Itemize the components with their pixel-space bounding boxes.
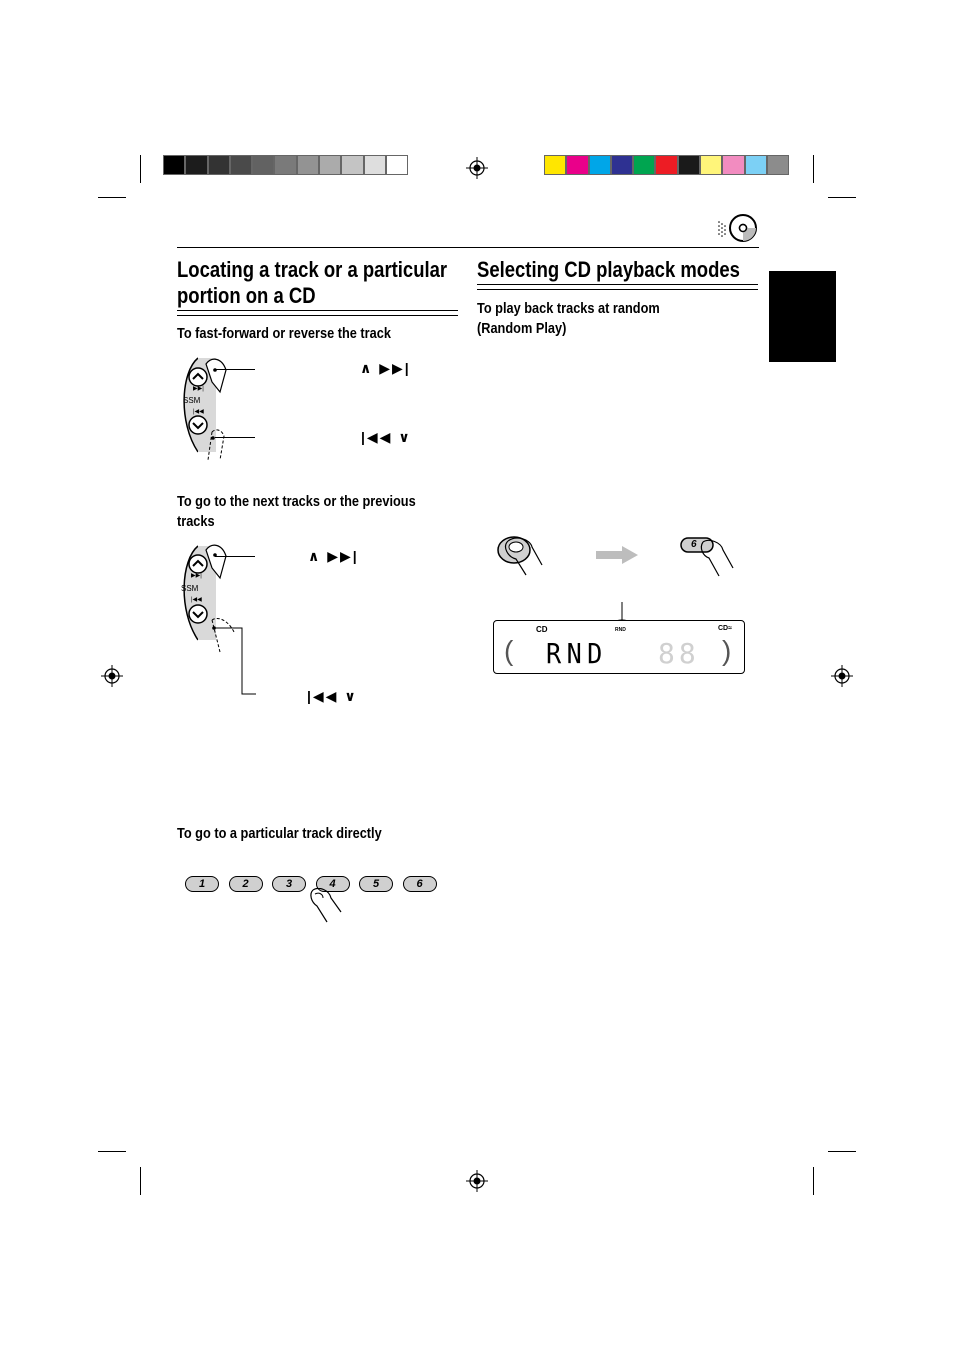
grayscale-registration-bar (163, 155, 408, 175)
mode-button-press-icon (494, 533, 564, 579)
color-swatch (274, 155, 296, 175)
number-button-3[interactable]: 3 (272, 876, 306, 892)
next-prev-heading-line-1: To go to the next tracks or the previous (177, 494, 416, 510)
left-title-line-2: portion on a CD (177, 283, 316, 308)
color-swatch (297, 155, 319, 175)
button-6-press-icon (679, 536, 739, 578)
remote-diagram-next-prev (176, 540, 256, 700)
color-swatch (319, 155, 341, 175)
right-title-underline (477, 284, 758, 290)
lcd-display (493, 620, 745, 674)
color-swatch (252, 155, 274, 175)
registration-target-icon (101, 665, 123, 687)
color-swatch (655, 155, 677, 175)
display-rnd-indicator: RND (615, 627, 626, 633)
color-swatch (611, 155, 633, 175)
crop-mark (98, 197, 126, 198)
fast-forward-heading: To fast-forward or reverse the track (177, 326, 391, 342)
up-next-icon: ∧ ▶▶| (308, 548, 359, 564)
crop-mark (140, 1167, 141, 1195)
left-title-line-1: Locating a track or a particular (177, 257, 448, 282)
direct-track-heading: To go to a particular track directly (177, 826, 382, 842)
crop-mark (98, 1151, 126, 1152)
next-mini-icon: ▶▶| (191, 573, 202, 579)
color-swatch (566, 155, 588, 175)
cd-icon (716, 212, 758, 244)
next-mini-icon: ▶▶| (193, 386, 204, 392)
number-button-1[interactable]: 1 (185, 876, 219, 892)
color-swatch (633, 155, 655, 175)
language-tab (769, 271, 836, 362)
display-source-label: CD (536, 625, 548, 634)
registration-target-icon (831, 665, 853, 687)
prev-mini-icon: |◀◀ (191, 597, 202, 603)
random-heading-line-1: To play back tracks at random (477, 301, 660, 317)
finger-press-icon (305, 888, 345, 924)
left-section-title (177, 257, 447, 309)
color-registration-bar (544, 155, 789, 175)
registration-target-icon (466, 157, 488, 179)
color-swatch (767, 155, 789, 175)
leader-line (215, 369, 255, 370)
color-swatch (386, 155, 408, 175)
crop-mark (813, 155, 814, 183)
display-cd-disc-icon: CD≈ (718, 625, 732, 632)
prev-mini-icon: |◀◀ (193, 409, 204, 415)
arrow-right-icon (596, 546, 638, 564)
next-prev-heading (177, 492, 416, 532)
number-button-4[interactable]: 4 (316, 876, 350, 892)
color-swatch (341, 155, 363, 175)
color-swatch (544, 155, 566, 175)
registration-target-icon (466, 1170, 488, 1192)
number-button-2[interactable]: 2 (229, 876, 263, 892)
up-next-icon: ∧ ▶▶| (360, 360, 411, 376)
number-button-5[interactable]: 5 (359, 876, 393, 892)
crop-mark (813, 1167, 814, 1195)
left-title-underline (177, 310, 458, 316)
crop-mark (828, 197, 856, 198)
crop-mark (140, 155, 141, 183)
header-rule (177, 247, 759, 248)
prev-down-icon: |◀◀ ∨ (307, 688, 358, 704)
number-button-6[interactable]: 6 (403, 876, 437, 892)
color-swatch (745, 155, 767, 175)
random-play-heading (477, 299, 660, 339)
color-swatch (700, 155, 722, 175)
ssm-label: SSM (183, 396, 201, 405)
color-swatch (589, 155, 611, 175)
display-main-text: RND (546, 637, 608, 670)
display-right-level-icon: ) (722, 635, 732, 666)
ssm-label: SSM (181, 584, 199, 593)
next-prev-heading-line-2: tracks (177, 514, 215, 530)
color-swatch (722, 155, 744, 175)
leader-line (215, 556, 255, 557)
display-left-level-icon: ( (504, 635, 514, 666)
display-digits: 88 (658, 637, 700, 670)
right-section-title: Selecting CD playback modes (477, 257, 740, 282)
color-swatch (230, 155, 252, 175)
crop-mark (828, 1151, 856, 1152)
color-swatch (678, 155, 700, 175)
color-swatch (185, 155, 207, 175)
button-6-label: 6 (691, 539, 697, 550)
color-swatch (208, 155, 230, 175)
leader-line (215, 437, 255, 438)
random-heading-line-2: (Random Play) (477, 321, 567, 337)
color-swatch (163, 155, 185, 175)
prev-down-icon: |◀◀ ∨ (361, 429, 412, 445)
color-swatch (364, 155, 386, 175)
